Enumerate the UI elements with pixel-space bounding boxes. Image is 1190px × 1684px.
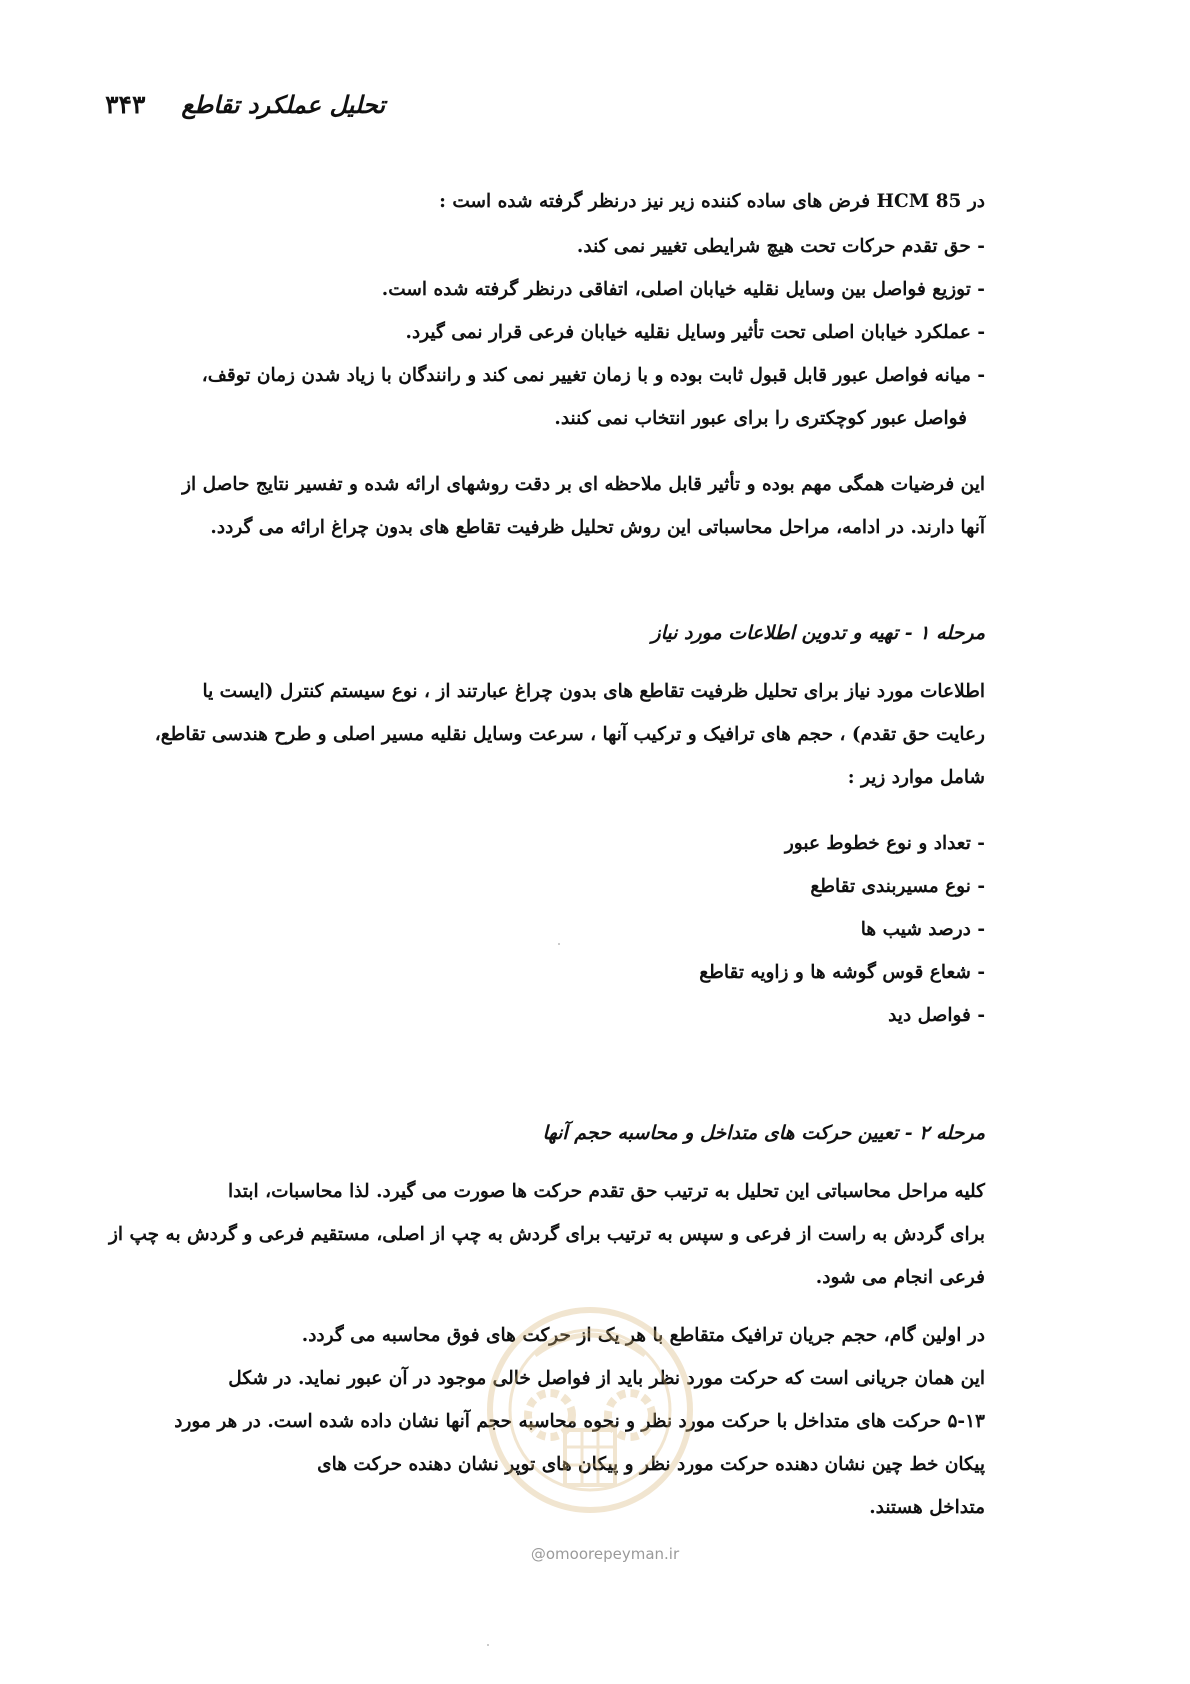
paragraph-line: رعایت حق تقدم) ، حجم های ترافیک و ترکیب آنها ، سرعت وسایل نقلیه مسیر اصلی و طرح هندسی تقاطع،: [154, 724, 985, 745]
geometry-items-list: [105, 822, 985, 1037]
assumptions-summary-paragraph: [105, 463, 985, 549]
paragraph-line: برای گردش به راست از فرعی و سپس به ترتیب برای گردش به چپ از اصلی، مستقیم فرعی و گردش به چپ از: [108, 1224, 985, 1245]
paragraph-line: ۵-۱۳ حرکت های متداخل با حرکت مورد نظر و نحوه محاسبه حجم آنها نشان داده شده است. در هر مورد: [174, 1411, 985, 1432]
intro-paragraph: در HCM 85 فرض های ساده کننده زیر نیز درنظر گرفته شده است :: [439, 191, 985, 212]
paragraph-line: پیکان خط چین نشان دهنده حرکت مورد نظر و پیکان های توپر نشان دهنده حرکت های: [317, 1454, 985, 1475]
paragraph-line: کلیه مراحل محاسباتی این تحلیل به ترتیب حق تقدم حرکت ها صورت می گیرد. لذا محاسبات، ابتدا: [227, 1181, 985, 1202]
assumption-item: - توزیع فواصل بین وسایل نقلیه خیابان اصلی، اتفاقی درنظر گرفته شده است.: [381, 279, 985, 300]
assumption-item: - میانه فواصل عبور قابل قبول ثابت بوده و با زمان تغییر نمی کند و رانندگان با زیاد شدن زمان توقف،: [201, 365, 985, 386]
assumption-item-continuation: [105, 397, 985, 440]
paragraph-line: این همان جریانی است که حرکت مورد نظر باید از فواصل خالی موجود در آن عبور نماید. در شکل: [228, 1368, 985, 1389]
step-1-heading: مرحله ۱ - تهیه و تدوین اطلاعات مورد نیاز: [651, 622, 985, 644]
paragraph-line: در اولین گام، حجم جریان ترافیک متقاطع با هر یک از حرکت های فوق محاسبه می گردد.: [301, 1325, 985, 1346]
step-2-heading: مرحله ۲ - تعیین حرکت های متداخل و محاسبه حجم آنها: [542, 1122, 985, 1144]
paragraph-line: شامل موارد زیر :: [847, 767, 985, 788]
paragraph-line: این فرضیات همگی مهم بوده و تأثیر قابل ملاحظه ای بر دقت روشهای ارائه شده و تفسیر نتایج حاصل از: [182, 474, 985, 495]
watermark-text: @omoorepeyman.ir: [530, 1545, 680, 1563]
list-item: - درصد شیب ها: [860, 919, 985, 940]
list-item: - شعاع قوس گوشه ها و زاویه تقاطع: [699, 962, 985, 983]
list-item: - تعداد و نوع خطوط عبور: [784, 833, 985, 854]
paragraph-line: متداخل هستند.: [869, 1497, 985, 1518]
running-title: تحلیل عملکرد تقاطع: [181, 89, 385, 119]
running-header: [105, 84, 385, 124]
conflicting-flow-paragraph: [105, 1314, 985, 1529]
list-item: - نوع مسیربندی تقاطع: [810, 876, 985, 897]
list-item: - فواصل دید: [888, 1005, 985, 1026]
assumption-item: - حق تقدم حرکات تحت هیچ شرایطی تغییر نمی کند.: [576, 236, 985, 257]
scan-speck: [487, 1644, 489, 1646]
paragraph-line: اطلاعات مورد نیاز برای تحلیل ظرفیت تقاطع های بدون چراغ عبارتند از ، نوع سیستم کنترل (ایست یا: [202, 681, 985, 702]
required-data-paragraph: [105, 670, 985, 799]
scan-speck: [558, 943, 560, 945]
assumptions-list: [105, 225, 985, 440]
assumption-item: - عملکرد خیابان اصلی تحت تأثیر وسایل نقلیه خیابان فرعی قرار نمی گیرد.: [405, 322, 985, 343]
assumption-continuation-text: فواصل عبور کوچکتری را برای عبور انتخاب نمی کنند.: [554, 408, 967, 429]
paragraph-line: آنها دارند. در ادامه، مراحل محاسباتی این روش تحلیل ظرفیت تقاطع های بدون چراغ ارائه می گردد.: [210, 517, 985, 538]
calculation-order-paragraph: [105, 1170, 985, 1299]
page-number: ۳۴۳: [105, 89, 146, 119]
paragraph-line: فرعی انجام می شود.: [815, 1267, 985, 1288]
